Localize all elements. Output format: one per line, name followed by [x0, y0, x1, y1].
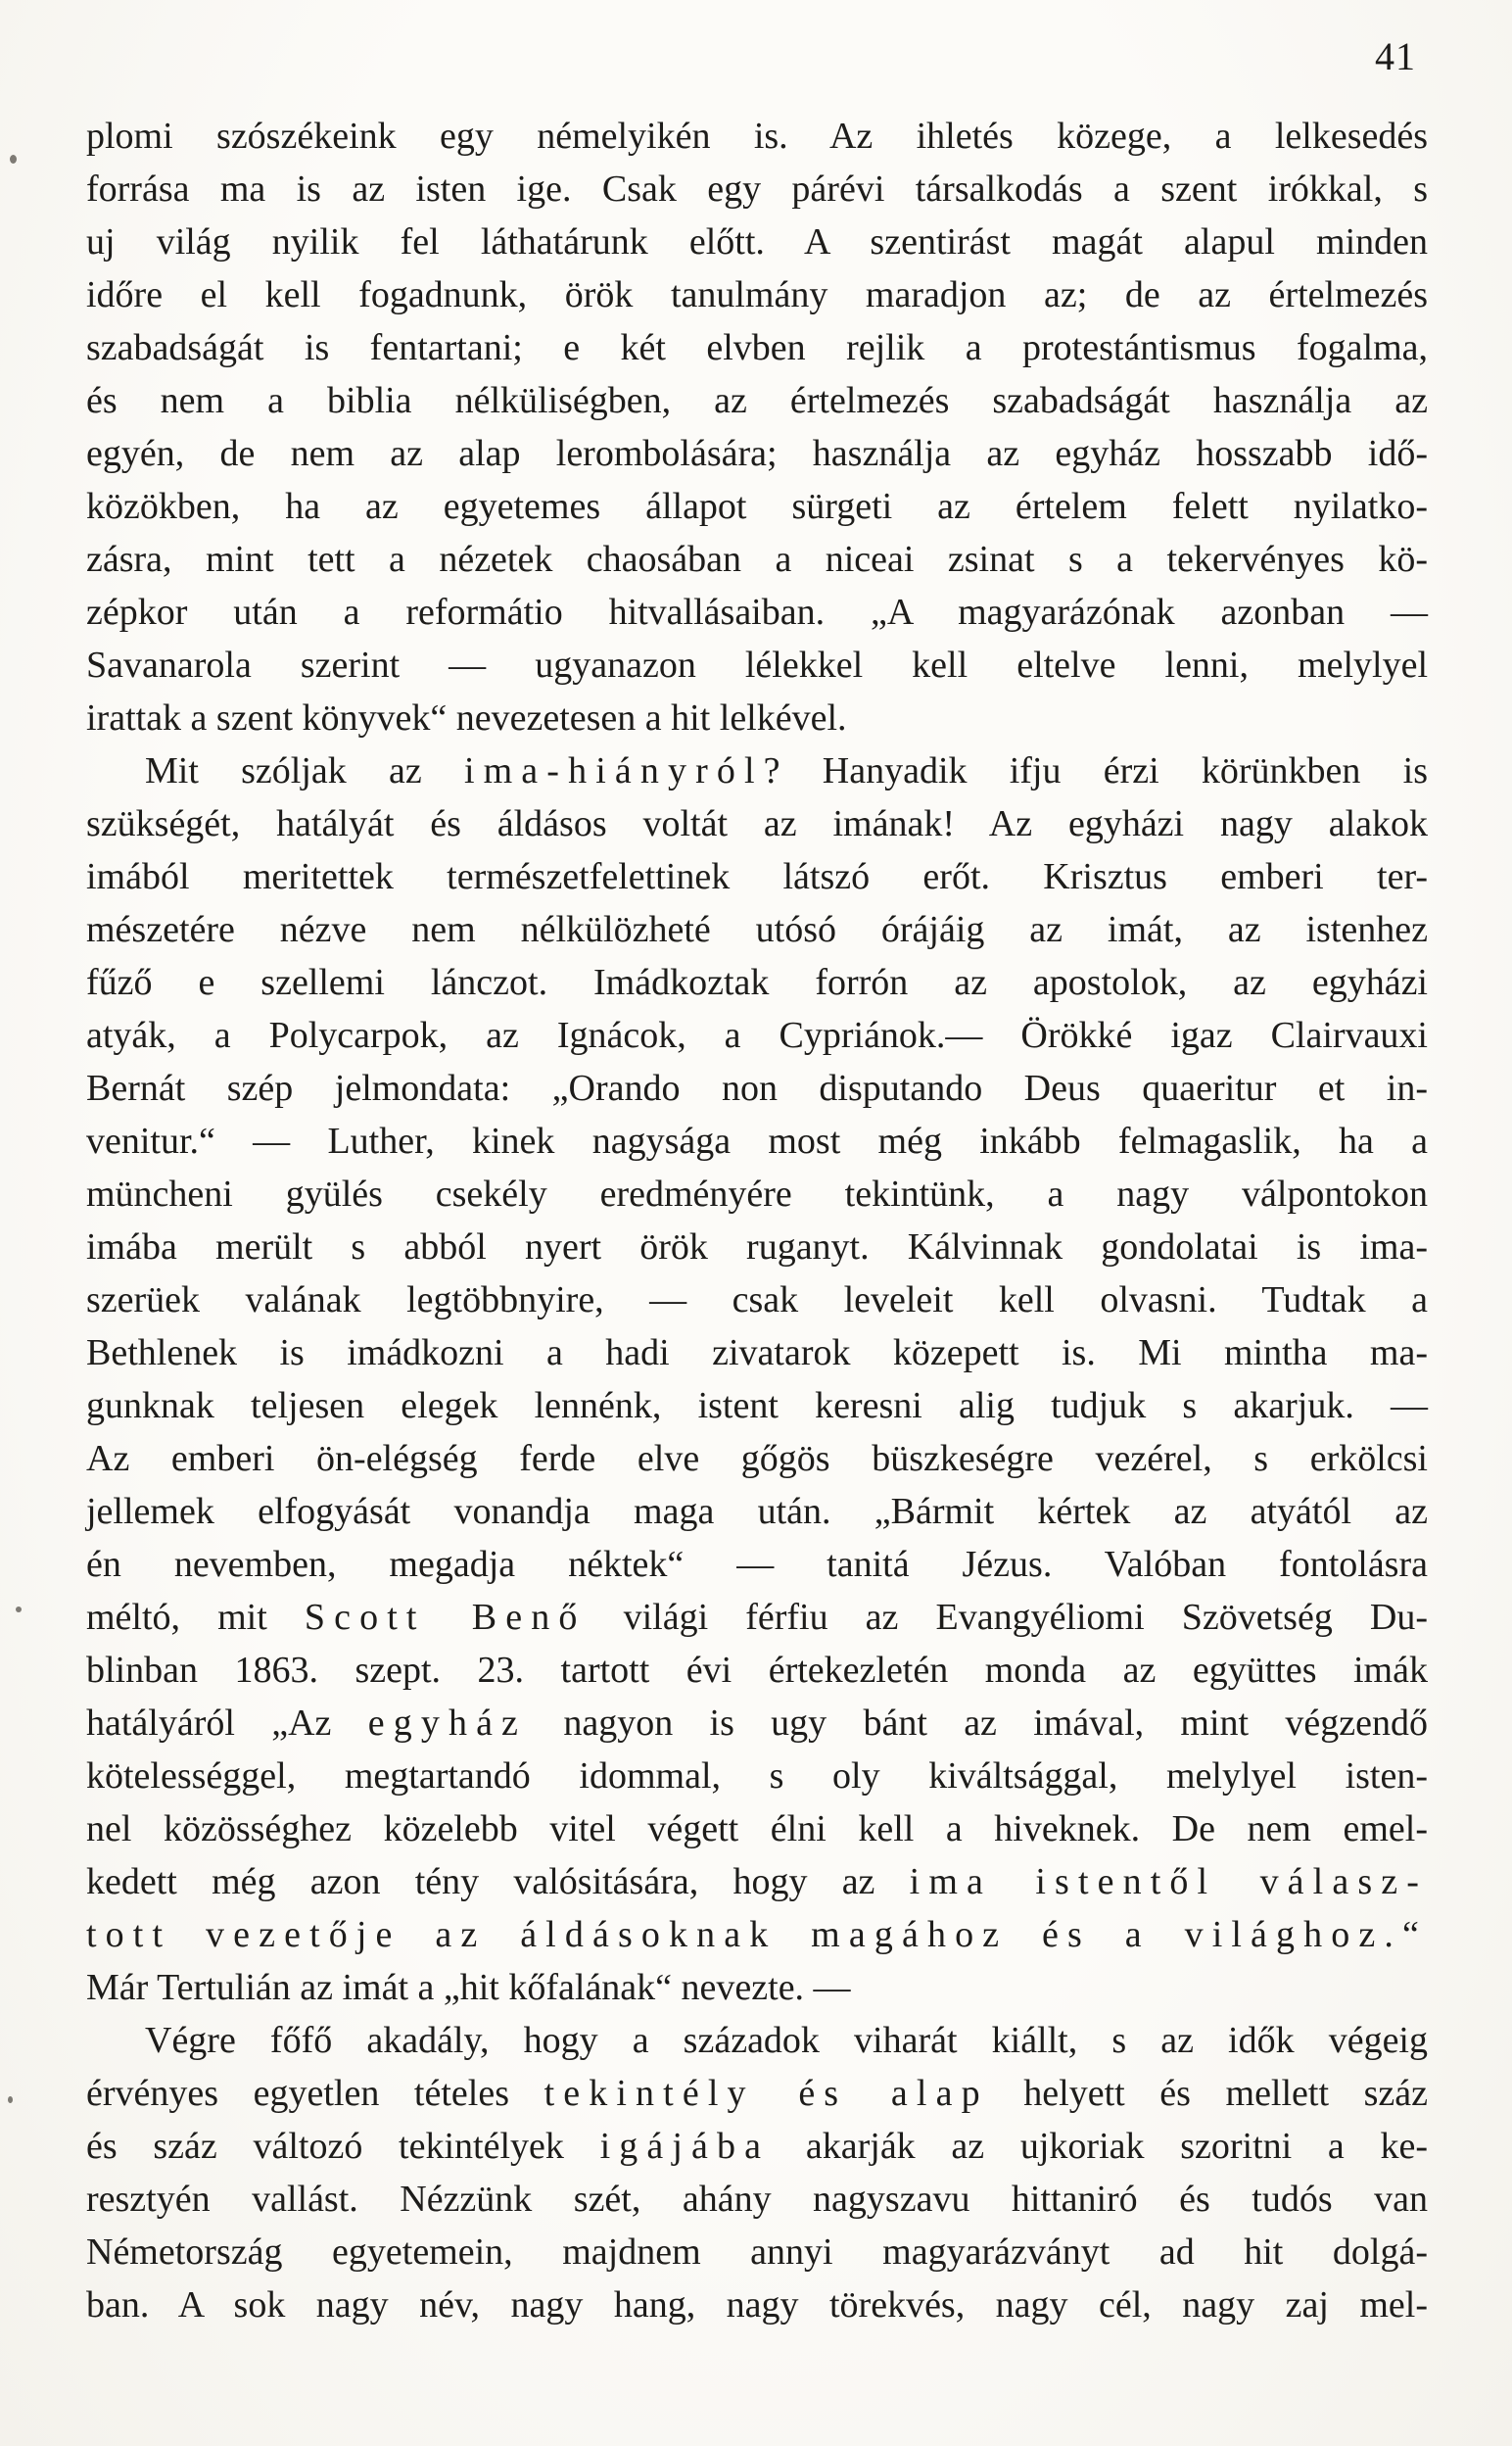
text-segment: Az emberi ön-elégség ferde elve gőgös büszkeségre vezérel, s erkölcsi: [86, 1438, 1428, 1479]
text-segment: Mit szóljak az: [145, 750, 464, 791]
letter-spaced-text: tott vezetője az áldásoknak magához és a világhoz.“: [86, 1914, 1428, 1955]
scan-speck: [8, 2096, 13, 2103]
text-line: [86, 1062, 1428, 1115]
text-segment: mészetére nézve nem nélkülözheté utósó órájáig az imát, az istenhez: [86, 909, 1428, 950]
text-segment: egyén, de nem az alap lerombolására; használja az egyház hosszabb idő-: [86, 433, 1428, 474]
text-segment: Végre főfő akadály, hogy a századok viharát kiállt, s az idők végeig: [145, 2020, 1428, 2061]
letter-spaced-text: ima-hiányról: [463, 750, 764, 791]
text-line: [86, 1009, 1428, 1062]
text-line: [86, 2226, 1428, 2278]
text-segment: blinban 1863. szept. 23. tartott évi értekezletén monda az együttes imák: [86, 1650, 1428, 1691]
text-segment: világi férfiu az Evangyéliomi Szövetség Du-: [586, 1597, 1428, 1638]
text-line: [86, 1644, 1428, 1697]
text-line: [86, 850, 1428, 903]
text-segment: én nevemben, megadja néktek“ — tanitá Jézus. Valóban fontolásra: [86, 1544, 1428, 1585]
body-text: [86, 110, 1428, 2331]
scan-speck: [10, 155, 17, 164]
text-line: [86, 1750, 1428, 1802]
text-segment: szükségét, hatályát és áldásos voltát az imának! Az egyházi nagy alakok: [86, 803, 1428, 844]
text-segment: Bethlenek is imádkozni a hadi zivatarok közepett is. Mi mintha ma-: [86, 1332, 1428, 1373]
text-segment: hatályáról „Az: [86, 1703, 368, 1744]
text-segment: kötelességgel, megtartandó idommal, s oly kiváltsággal, melylyel isten-: [86, 1755, 1428, 1797]
text-segment: Már Tertulián az imát a „hit kőfalának“ nevezte. —: [86, 1967, 851, 2008]
text-segment: fűző e szellemi lánczot. Imádkoztak forrón az apostolok, az egyházi: [86, 962, 1428, 1003]
text-line: [86, 1485, 1428, 1538]
text-segment: plomi szószékeink egy némelyikén is. Az ihletés közege, a lelkesedés: [86, 116, 1428, 157]
text-segment: müncheni gyülés csekély eredményére tekintünk, a nagy válpontokon: [86, 1174, 1428, 1215]
text-line: [86, 956, 1428, 1009]
text-line: [86, 321, 1428, 374]
text-segment: zépkor után a reformátio hitvallásaiban. „A magyarázónak azonban —: [86, 592, 1428, 633]
text-segment: időre el kell fogadnunk, örök tanulmány maradjon az; de az értelmezés: [86, 274, 1428, 315]
text-segment: és nem a biblia nélküliségben, az értelmezés szabadságát használja az: [86, 380, 1428, 421]
text-line: [86, 797, 1428, 850]
text-line: [86, 1168, 1428, 1221]
text-segment: zásra, mint tett a nézetek chaosában a niceai zsinat s a tekervényes kö-: [86, 539, 1428, 580]
text-segment: jellemek elfogyását vonandja maga után. „Bármit kértek az atyától az: [86, 1491, 1428, 1532]
text-segment: közökben, ha az egyetemes állapot sürgeti az értelem felett nyilatko-: [86, 486, 1428, 527]
page-number: 41: [1375, 34, 1416, 78]
letter-spaced-text: igájába: [599, 2126, 771, 2167]
text-line: [86, 1697, 1428, 1750]
text-segment: Bernát szép jelmondata: „Orando non disputando Deus quaeritur et in-: [86, 1068, 1428, 1109]
text-segment: imába merült s abból nyert örök ruganyt. Kálvinnak gondolatai is ima-: [86, 1226, 1428, 1268]
text-line: [86, 1326, 1428, 1379]
letter-spaced-text: egyház: [367, 1703, 528, 1744]
text-segment: Savanarola szerint — ugyanazon lélekkel kell eltelve lenni, melylyel: [86, 645, 1428, 686]
text-line: [86, 1802, 1428, 1855]
text-segment: Németország egyetemein, majdnem annyi magyarázványt ad hit dolgá-: [86, 2231, 1428, 2273]
text-line: [86, 374, 1428, 427]
text-line: [86, 744, 1428, 797]
text-line: [86, 1379, 1428, 1432]
text-line: [86, 216, 1428, 268]
text-segment: ban. A sok nagy név, nagy hang, nagy törekvés, nagy cél, nagy zaj mel-: [86, 2284, 1428, 2326]
text-line: [86, 586, 1428, 639]
letter-spaced-text: ima istentől válasz-: [909, 1861, 1429, 1902]
text-segment: akarják az ujkoriak szoritni a ke-: [770, 2126, 1429, 2167]
text-segment: uj világ nyilik fel láthatárunk előtt. A szentirást magát alapul minden: [86, 221, 1428, 263]
text-segment: resztyén vallást. Nézzünk szét, ahány nagyszavu hittaniró és tudós van: [86, 2179, 1428, 2220]
text-segment: szabadságát is fentartani; e két elvben rejlik a protestántismus fogalma,: [86, 327, 1428, 368]
text-line: [86, 2067, 1428, 2120]
text-line: [86, 1432, 1428, 1485]
text-segment: nagyon is ugy bánt az imával, mint végzendő: [527, 1703, 1429, 1744]
text-segment: kedett még azon tény valósitására, hogy az: [86, 1861, 910, 1902]
text-line: [86, 2014, 1428, 2067]
text-segment: irattak a szent könyvek“ nevezetesen a hit lelkével.: [86, 697, 847, 739]
letter-spaced-text: tekintély és alap: [543, 2073, 989, 2114]
text-line: [86, 427, 1428, 480]
text-line: [86, 903, 1428, 956]
text-segment: nel közösséghez közelebb vitel végett élni kell a hiveknek. De nem emel-: [86, 1808, 1428, 1849]
text-segment: és száz változó tekintélyek: [86, 2126, 600, 2167]
text-line: [86, 480, 1428, 533]
text-line: [86, 1855, 1428, 1908]
text-segment: helyett és mellett száz: [988, 2073, 1429, 2114]
text-segment: atyák, a Polycarpok, az Ignácok, a Cypriánok.— Örökké igaz Clairvauxi: [86, 1015, 1428, 1056]
text-line: [86, 639, 1428, 692]
text-line: [86, 163, 1428, 216]
scan-speck: [16, 1607, 22, 1612]
text-line: [86, 1273, 1428, 1326]
text-line: [86, 1591, 1428, 1644]
text-line: [86, 268, 1428, 321]
text-segment: ? Hanyadik ifju érzi körünkben is: [763, 750, 1428, 791]
text-line: [86, 1221, 1428, 1273]
text-line: [86, 692, 1428, 744]
text-line: [86, 1115, 1428, 1168]
text-segment: szerüek valának legtöbbnyire, — csak leveleit kell olvasni. Tudtak a: [86, 1279, 1428, 1320]
text-line: [86, 1908, 1428, 1961]
text-segment: érvényes egyetlen tételes: [86, 2073, 544, 2114]
letter-spaced-text: Scott Benő: [304, 1597, 587, 1638]
text-line: [86, 1538, 1428, 1591]
text-line: [86, 110, 1428, 163]
text-segment: méltó, mit: [86, 1597, 305, 1638]
text-line: [86, 1961, 1428, 2014]
text-segment: gunknak teljesen elegek lennénk, istent keresni alig tudjuk s akarjuk. —: [86, 1385, 1428, 1426]
text-segment: venitur.“ — Luther, kinek nagysága most még inkább felmagaslik, ha a: [86, 1121, 1428, 1162]
text-line: [86, 2278, 1428, 2331]
text-line: [86, 2173, 1428, 2226]
text-line: [86, 533, 1428, 586]
text-segment: forrása ma is az isten ige. Csak egy párévi társalkodás a szent irókkal, s: [86, 168, 1428, 210]
text-segment: imából meritettek természetfelettinek látszó erőt. Krisztus emberi ter-: [86, 856, 1428, 897]
text-line: [86, 2120, 1428, 2173]
